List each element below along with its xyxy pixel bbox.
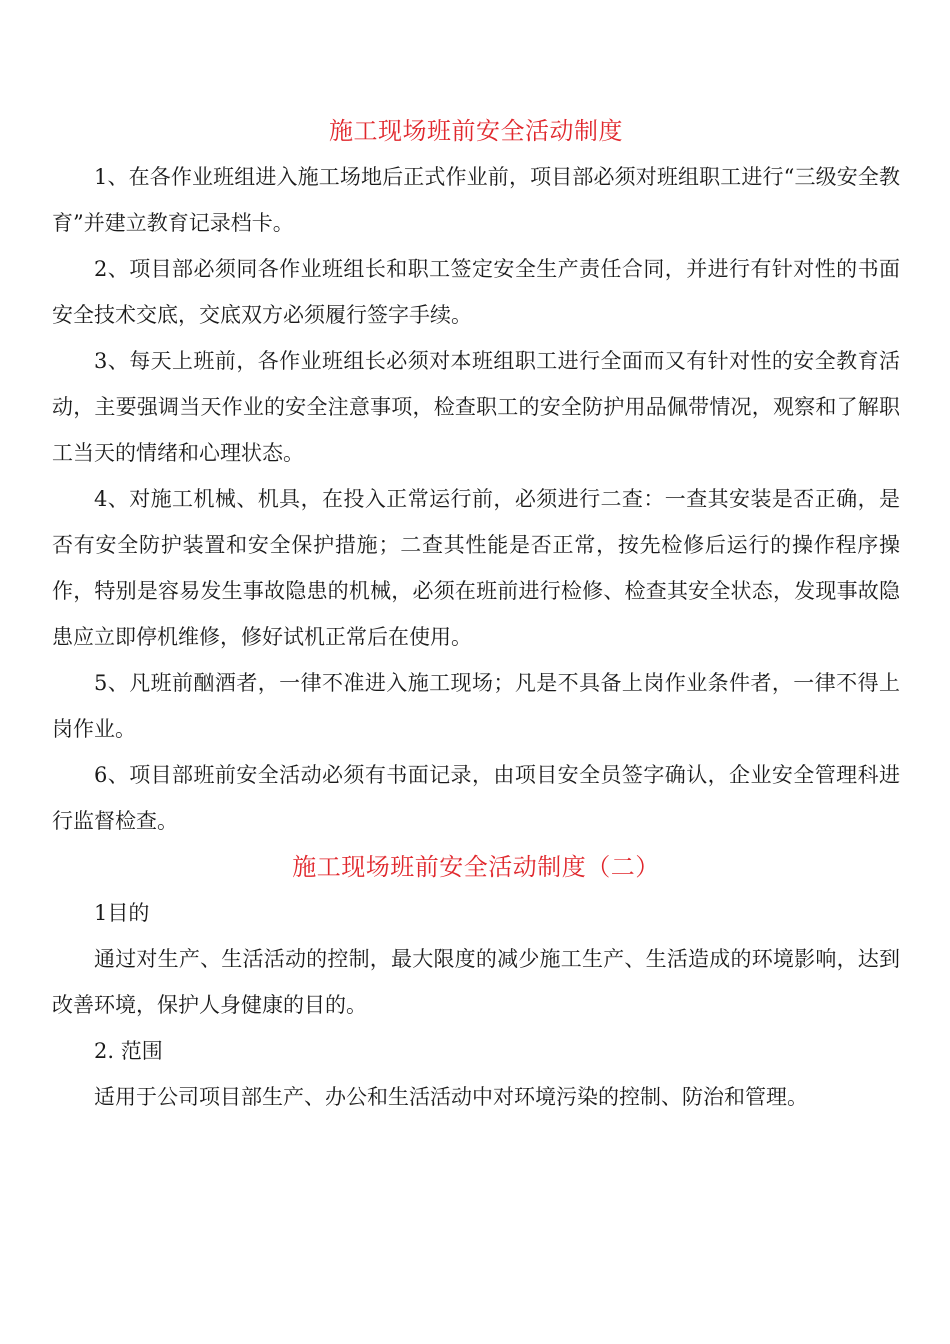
document-page	[52, 108, 900, 1120]
section2-heading-scope: 2. 范围	[94, 1039, 163, 1063]
section1-paragraph-6: 6、项目部班前安全活动必须有书面记录，由项目安全员签字确认，企业安全管理科进行监督检查。	[52, 763, 900, 833]
section1-paragraph-2: 2、项目部必须同各作业班组长和职工签定安全生产责任合同，并进行有针对性的书面安全技术交底，交底双方必须履行签字手续。	[52, 257, 900, 327]
section1-paragraph-4: 4、对施工机械、机具，在投入正常运行前，必须进行二查：一查其安装是否正确，是否有安全防护装置和安全保护措施；二查其性能是否正常，按先检修后运行的操作程序操作，特别是容易发生事故隐患的机械，必须在班前进行检修、检查其安全状态，发现事故隐患应立即停机维修，修好试机正常后在使用。	[52, 487, 900, 649]
section1-paragraph-3: 3、每天上班前，各作业班组长必须对本班组职工进行全面而又有针对性的安全教育活动，主要强调当天作业的安全注意事项，检查职工的安全防护用品佩带情况，观察和了解职工当天的情绪和心理状态。	[52, 349, 900, 465]
section2-title: 施工现场班前安全活动制度（二）	[292, 853, 660, 881]
section2-heading-purpose: 1目的	[94, 901, 150, 925]
section1-paragraph-5: 5、凡班前酗酒者，一律不准进入施工现场；凡是不具备上岗作业条件者，一律不得上岗作业。	[52, 671, 900, 741]
section1-title: 施工现场班前安全活动制度	[329, 117, 623, 145]
section2-scope-body: 适用于公司项目部生产、办公和生活活动中对环境污染的控制、防治和管理。	[94, 1085, 808, 1109]
section1-paragraph-1: 1、在各作业班组进入施工场地后正式作业前，项目部必须对班组职工进行“三级安全教育”并建立教育记录档卡。	[52, 165, 900, 235]
section2-purpose-body: 通过对生产、生活活动的控制，最大限度的减少施工生产、生活造成的环境影响，达到改善环境，保护人身健康的目的。	[52, 947, 900, 1017]
